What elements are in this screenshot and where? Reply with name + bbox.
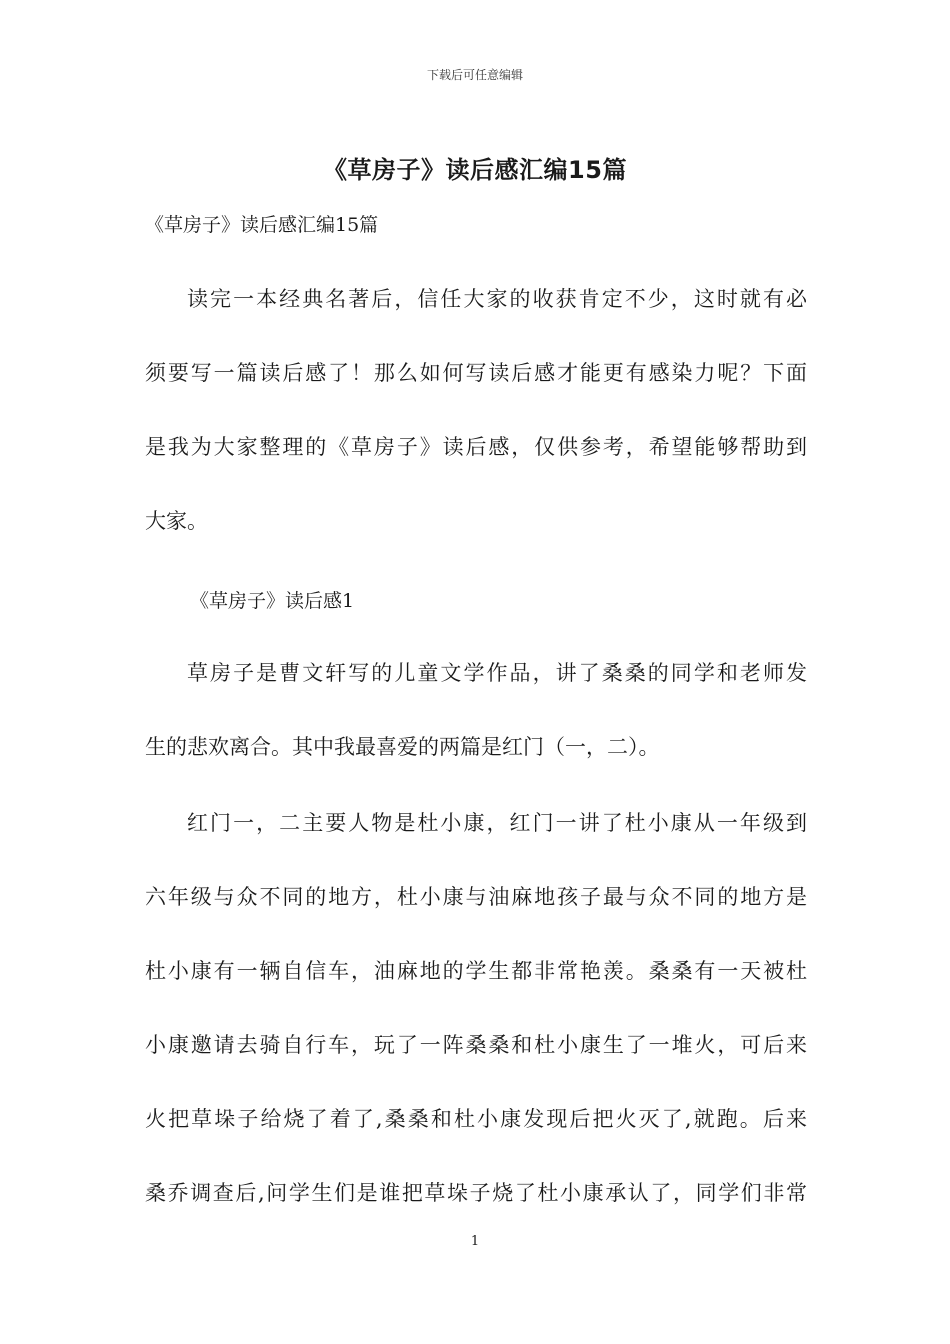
para2-line-1: 红门一，二主要人物是杜小康，红门一讲了杜小康从一年级到: [187, 811, 807, 835]
para2-line-6: 桑乔调查后,问学生们是谁把草垛子烧了杜小康承认了，同学们非常: [145, 1181, 807, 1205]
body-paragraph-1: [145, 636, 807, 784]
intro-line-4: 大家。: [145, 509, 208, 533]
intro-line-3: 是我为大家整理的《草房子》读后感，仅供参考，希望能够帮助到: [145, 435, 807, 459]
para2-line-5: 火把草垛子给烧了着了,桑桑和杜小康发现后把火灭了,就跑。后来: [145, 1107, 807, 1131]
para1-line-2: 生的悲欢离合。其中我最喜爱的两篇是红门（一，二）。: [145, 735, 660, 759]
header-note: 下载后可任意编辑: [426, 68, 523, 82]
document-title: 《草房子》读后感汇编15篇: [323, 156, 627, 184]
para2-line-2: 六年级与众不同的地方，杜小康与油麻地孩子最与众不同的地方是: [145, 885, 807, 909]
intro-paragraph: [145, 262, 807, 558]
para1-line-1: 草房子是曹文轩写的儿童文学作品，讲了桑桑的同学和老师发: [187, 661, 807, 685]
document-subtitle: 《草房子》读后感汇编15篇: [145, 214, 379, 236]
body-paragraph-2: [145, 786, 807, 1230]
para2-line-4: 小康邀请去骑自行车，玩了一阵桑桑和杜小康生了一堆火，可后来: [145, 1033, 807, 1057]
page-number: 1: [470, 1234, 480, 1249]
intro-line-1: 读完一本经典名著后，信任大家的收获肯定不少，这时就有必: [187, 287, 807, 311]
section-heading: 《草房子》读后感1: [190, 590, 355, 612]
intro-line-2: 须要写一篇读后感了！那么如何写读后感才能更有感染力呢？下面: [145, 361, 807, 385]
para2-line-3: 杜小康有一辆自信车，油麻地的学生都非常艳羡。桑桑有一天被杜: [145, 959, 807, 983]
